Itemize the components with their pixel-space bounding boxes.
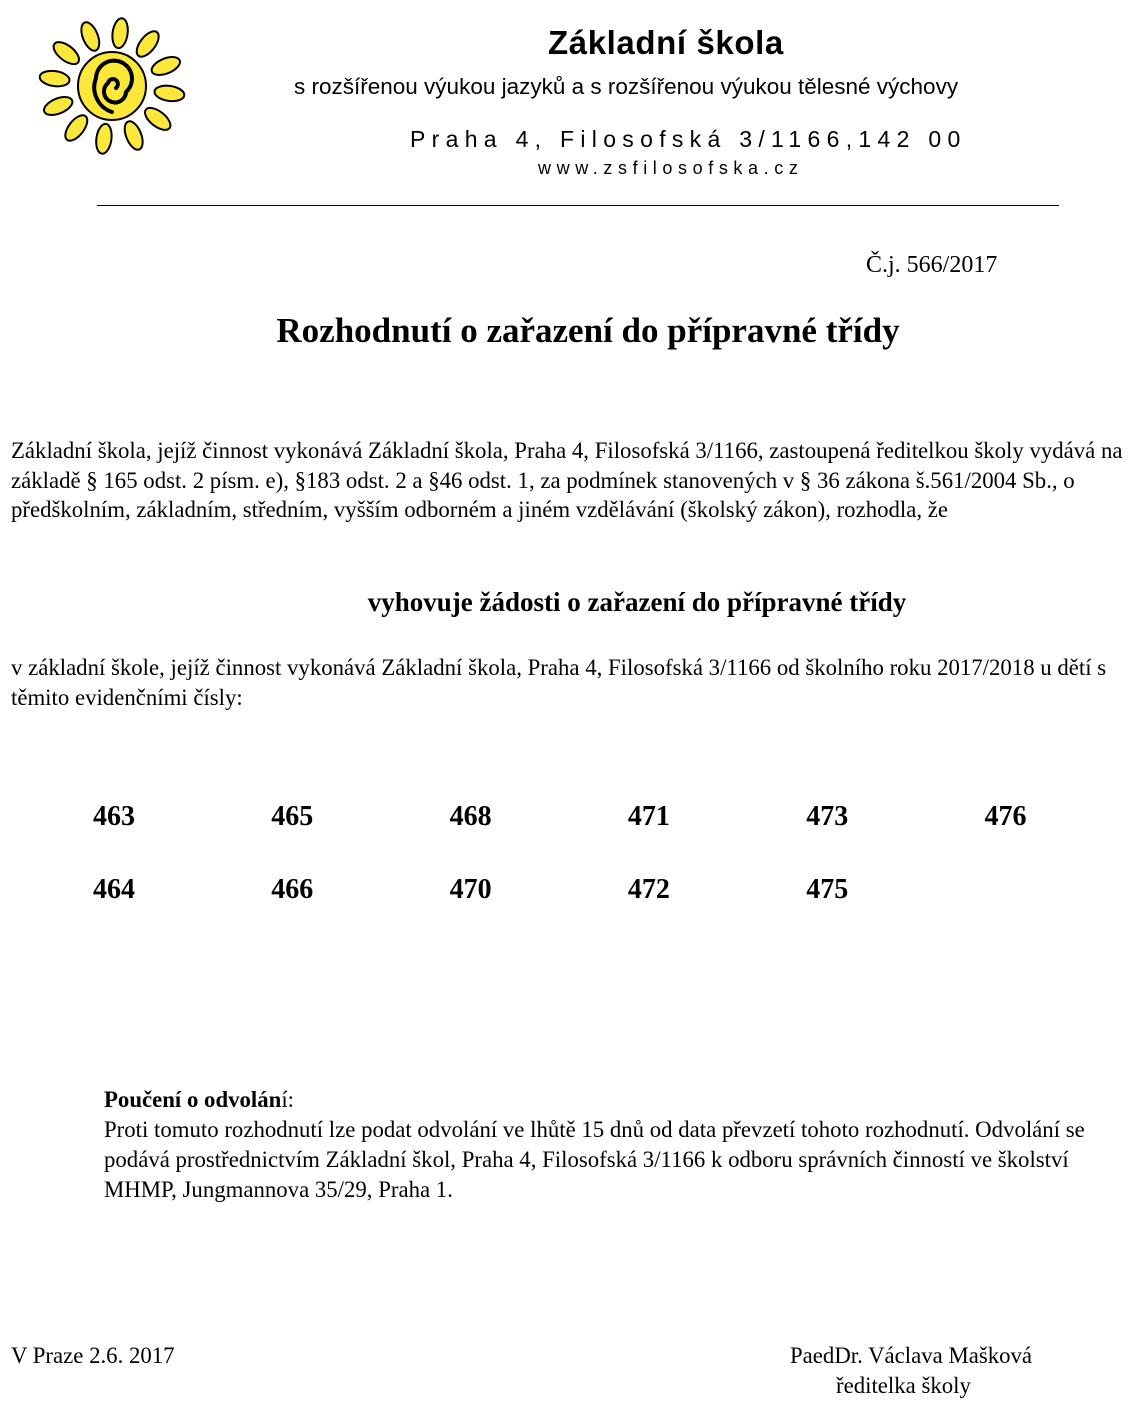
header-divider	[97, 205, 1059, 206]
appeal-notice	[104, 1085, 1124, 1205]
signatory-role: ředitelka školy	[836, 1373, 971, 1398]
registration-number: 471	[627, 801, 670, 832]
sun-ray	[141, 104, 174, 134]
signatory-name: PaedDr. Václava Mašková	[790, 1343, 1033, 1368]
sun-ray	[61, 112, 91, 145]
sun-ray	[94, 123, 113, 155]
appeal-heading-tail: í:	[281, 1087, 295, 1112]
sun-ray	[154, 84, 186, 103]
appeal-text: Proti tomuto rozhodnutí lze podat odvolání ve lhůtě 15 dnů od data převzetí tohoto rozhodnutí. Odvolání se podává prostřednictvím Základní škol, Praha 4, Filosofská 3/1166 k odboru správních činností ve školství MHMP, Jungmannova 35/29, Praha 1.	[104, 1117, 1085, 1202]
place-and-date: V Praze 2.6. 2017	[11, 1343, 175, 1368]
sun-ray	[121, 119, 146, 152]
reference-number: Č.j. 566/2017	[866, 252, 998, 278]
sun-ray	[39, 69, 71, 88]
scope-paragraph: v základní škole, jejíž činnost vykonává Základní škola, Praha 4, Filosofská 3/1166 od školního roku 2017/2018 u dětí s těmito evidenčními čísly:	[11, 655, 1107, 710]
school-subtitle: s rozšířenou výukou jazyků a s rozšířenou výukou tělesné výchovy	[294, 74, 959, 99]
registration-numbers	[93, 800, 1136, 946]
registration-number: 468	[449, 801, 492, 832]
registration-number: 475	[806, 874, 849, 905]
appeal-heading-bold: Poučení o odvolán	[104, 1087, 282, 1112]
registration-number: 464	[93, 874, 135, 905]
sun-ray	[78, 20, 103, 53]
registration-number: 476	[984, 801, 1027, 832]
registration-number: 473	[806, 801, 849, 832]
appeal-heading	[104, 1085, 1124, 1115]
school-address: Praha 4, Filosofská 3/1166,142 00	[410, 126, 967, 152]
decision-statement: vyhovuje žádosti o zařazení do přípravné třídy	[367, 587, 907, 617]
school-logo	[28, 14, 194, 162]
registration-number: 470	[449, 874, 492, 905]
document-title: Rozhodnutí o zařazení do přípravné třídy	[276, 311, 900, 350]
sun-logo-icon	[28, 14, 194, 162]
registration-number: 472	[627, 874, 670, 905]
sun-ray	[41, 93, 74, 118]
sun-ray	[50, 38, 83, 68]
intro-paragraph: Základní škola, jejíž činnost vykonává Základní škola, Praha 4, Filosofská 3/1166, zastoupená ředitelkou školy vydává na základě § 165 odst. 2 písm. e), §183 odst. 2 a §46 odst. 1, za podmínek stanovených v § 36 zákona š.561/2004 Sb., o předškolním, základním, středním, vyšším odborném a jiném vzdělávání (školský zákon), rozhodla, že	[11, 438, 1123, 522]
registration-number: 463	[93, 801, 135, 832]
school-name: Základní škola	[548, 24, 784, 61]
school-website: www.zsfilosofska.cz	[538, 158, 804, 178]
sun-ray	[111, 17, 130, 49]
registration-number: 466	[271, 874, 314, 905]
registration-number: 465	[271, 801, 314, 832]
sun-ray	[133, 28, 163, 61]
sun-ray	[149, 53, 182, 78]
